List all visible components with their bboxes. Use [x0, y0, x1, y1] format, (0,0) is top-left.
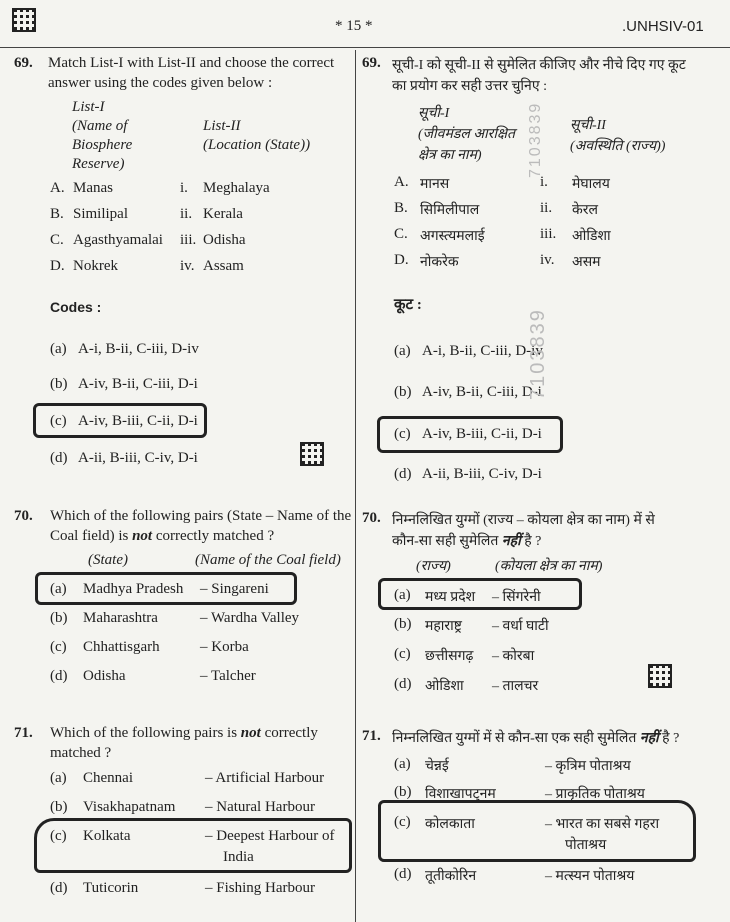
option-text: Kolkata [83, 828, 131, 844]
option-key: (a) [50, 341, 67, 357]
option-text: A-i, B-ii, C-iii, D-iv [78, 341, 199, 357]
option-text: छत्तीसगढ़ [425, 649, 474, 664]
option-text: – Natural Harbour [205, 799, 315, 815]
watermark: 7103839 [527, 101, 544, 178]
option-text: – सिंगरेनी [492, 590, 541, 605]
option-key: (c) [50, 413, 67, 429]
option-key: (b) [394, 384, 412, 400]
option-key: (a) [394, 343, 411, 359]
list-heading: (Location (State)) [203, 137, 311, 153]
answer-mark-box [34, 818, 352, 873]
question-number: 71. [14, 725, 33, 741]
option-text: Madhya Pradesh [83, 581, 184, 597]
list-heading: सूची-I [418, 106, 450, 121]
option-key: (b) [50, 610, 68, 626]
question-number: 69. [14, 55, 33, 71]
list-heading: (जीवमंडल आरक्षित [418, 127, 515, 142]
question-text: matched ? [50, 745, 112, 761]
list-key: A. [50, 180, 65, 196]
question-text: सूची-I को सूची-II से सुमेलित कीजिए और नीचे दिए गए कूट [392, 58, 686, 73]
question-number: 69. [362, 55, 381, 71]
option-key: (a) [50, 581, 67, 597]
column-heading: (राज्य) [416, 559, 451, 574]
list-item: केरल [572, 203, 598, 218]
option-text: तूतीकोरिन [425, 869, 477, 884]
list-heading: (Name of [72, 118, 128, 134]
option-text: Chennai [83, 770, 133, 786]
question-text: कौन-सा सही सुमेलित नहीं है ? [392, 534, 542, 549]
list-key: C. [50, 232, 64, 248]
list-item: Kerala [203, 206, 243, 222]
list-key: B. [394, 200, 408, 216]
option-text: Chhattisgarh [83, 639, 160, 655]
option-key: (c) [394, 646, 411, 662]
question-text: निम्नलिखित युग्मों (राज्य – कोयला क्षेत्र का नाम) में से [392, 513, 655, 528]
option-key: (d) [394, 466, 412, 482]
option-text: – Deepest Harbour of [205, 828, 335, 844]
option-key: (c) [394, 814, 411, 830]
list-item: अगस्त्यमलाई [420, 229, 485, 244]
option-text: चेन्नई [425, 759, 449, 774]
column-heading: (कोयला क्षेत्र का नाम) [495, 559, 603, 574]
option-text: कोलकाता [425, 817, 475, 832]
option-text: – मत्स्यन पोताश्रय [545, 869, 635, 884]
list-heading: List-II [203, 118, 241, 134]
option-text: A-iv, B-ii, C-iii, D-i [78, 376, 198, 392]
list-item: Nokrek [73, 258, 118, 274]
question-text: Which of the following pairs (State – Name of the [50, 508, 352, 524]
list-heading: क्षेत्र का नाम) [418, 148, 482, 163]
watermark: 7103839 [527, 308, 549, 400]
list-key: iv. [540, 252, 555, 268]
list-key: A. [394, 174, 409, 190]
list-heading: Reserve) [72, 156, 125, 172]
option-text: Tuticorin [83, 880, 139, 896]
option-text: मध्य प्रदेश [425, 590, 476, 605]
question-text: का प्रयोग कर सही उत्तर चुनिए : [392, 79, 547, 94]
option-key: (b) [50, 376, 68, 392]
answer-mark-box [33, 403, 207, 438]
list-key: i. [180, 180, 188, 196]
option-key: (c) [50, 639, 67, 655]
list-key: D. [394, 252, 409, 268]
option-key: (b) [394, 784, 412, 800]
option-key: (a) [50, 770, 67, 786]
list-heading: List-I [72, 99, 105, 115]
option-key: (d) [394, 866, 412, 882]
option-text: A-i, B-ii, C-iii, D-iv [422, 343, 543, 359]
option-text: Maharashtra [83, 610, 158, 626]
option-text: A-iv, B-iii, C-ii, D-i [78, 413, 198, 429]
option-text: – Talcher [200, 668, 256, 684]
option-text: विशाखापट्नम [425, 787, 496, 802]
list-item: Similipal [73, 206, 129, 222]
option-key: (a) [394, 587, 411, 603]
list-key: ii. [180, 206, 193, 222]
option-key: (c) [50, 828, 67, 844]
option-text: – भारत का सबसे गहरा [545, 817, 660, 832]
option-text: ओडिशा [425, 679, 464, 694]
question-text: Which of the following pairs is not correctly [50, 725, 318, 741]
column-heading: (State) [88, 552, 128, 568]
header-divider [0, 47, 730, 48]
list-heading: (अवस्थिति (राज्य)) [570, 139, 666, 154]
option-text: – Fishing Harbour [205, 880, 315, 896]
option-key: (c) [394, 426, 411, 442]
column-heading: (Name of the Coal field) [195, 552, 341, 568]
list-item: सिमिलीपाल [420, 203, 480, 218]
option-key: (b) [394, 616, 412, 632]
option-text: – Wardha Valley [200, 610, 300, 626]
option-text: A-iv, B-ii, C-iii, D-i [422, 384, 542, 400]
option-text: – तालचर [492, 679, 539, 694]
list-item: असम [572, 255, 601, 270]
option-key: (d) [394, 676, 412, 692]
qr-code-icon [12, 8, 36, 32]
question-text: Coal field) is not correctly matched ? [50, 528, 275, 544]
paper-code: .UNHSIV-01 [622, 18, 704, 35]
list-item: Manas [73, 180, 113, 196]
list-item: Meghalaya [203, 180, 270, 196]
question-number: 70. [14, 508, 33, 524]
option-text: पोताश्रय [565, 838, 607, 853]
list-item: मानस [420, 177, 450, 192]
list-heading: Biosphere [72, 137, 133, 153]
list-item: नोकरेक [420, 255, 459, 270]
option-text: – कोरबा [492, 649, 535, 664]
option-key: (d) [50, 668, 68, 684]
list-item: Agasthyamalai [73, 232, 163, 248]
list-item: मेघालय [572, 177, 610, 192]
option-text: A-ii, B-iii, C-iv, D-i [422, 466, 542, 482]
option-text: – कृत्रिम पोताश्रय [545, 759, 631, 774]
answer-mark-box [377, 416, 563, 453]
qr-code-icon [648, 664, 672, 688]
option-text: Odisha [83, 668, 126, 684]
option-text: A-iv, B-iii, C-ii, D-i [422, 426, 542, 442]
list-heading: सूची-II [570, 118, 606, 133]
answer-mark-box [378, 800, 696, 862]
question-number: 70. [362, 510, 381, 526]
question-text: निम्नलिखित युग्मों में से कौन-सा एक सही सुमेलित नहीं है ? [392, 731, 680, 746]
list-key: i. [540, 174, 548, 190]
list-item: ओडिशा [572, 229, 611, 244]
option-key: (b) [50, 799, 68, 815]
option-text: – Korba [200, 639, 249, 655]
list-key: D. [50, 258, 65, 274]
option-text: A-ii, B-iii, C-iv, D-i [78, 450, 198, 466]
column-divider [355, 50, 356, 922]
option-text: महाराष्ट्र [425, 619, 462, 634]
answer-mark-box [35, 572, 297, 605]
question-text: Match List-I with List-II and choose the correct [48, 55, 335, 71]
list-key: ii. [540, 200, 553, 216]
option-text: India [223, 849, 254, 865]
list-item: Odisha [203, 232, 246, 248]
option-text: – Singareni [200, 581, 269, 597]
qr-code-icon [300, 442, 324, 466]
list-key: B. [50, 206, 64, 222]
option-key: (d) [50, 880, 68, 896]
list-key: iv. [180, 258, 195, 274]
question-number: 71. [362, 728, 381, 744]
page-number: * 15 * [335, 18, 373, 34]
codes-label: कूट : [394, 297, 422, 313]
list-item: Assam [203, 258, 244, 274]
option-text: – Artificial Harbour [205, 770, 325, 786]
option-text: Visakhapatnam [83, 799, 176, 815]
list-key: C. [394, 226, 408, 242]
question-text: answer using the codes given below : [48, 75, 273, 91]
option-key: (d) [50, 450, 68, 466]
option-key: (a) [394, 756, 411, 772]
answer-mark-box [378, 578, 582, 610]
option-text: – वर्धा घाटी [492, 619, 549, 634]
list-key: iii. [180, 232, 197, 248]
list-key: iii. [540, 226, 557, 242]
option-text: – प्राकृतिक पोताश्रय [545, 787, 645, 802]
codes-label: Codes : [50, 299, 102, 315]
